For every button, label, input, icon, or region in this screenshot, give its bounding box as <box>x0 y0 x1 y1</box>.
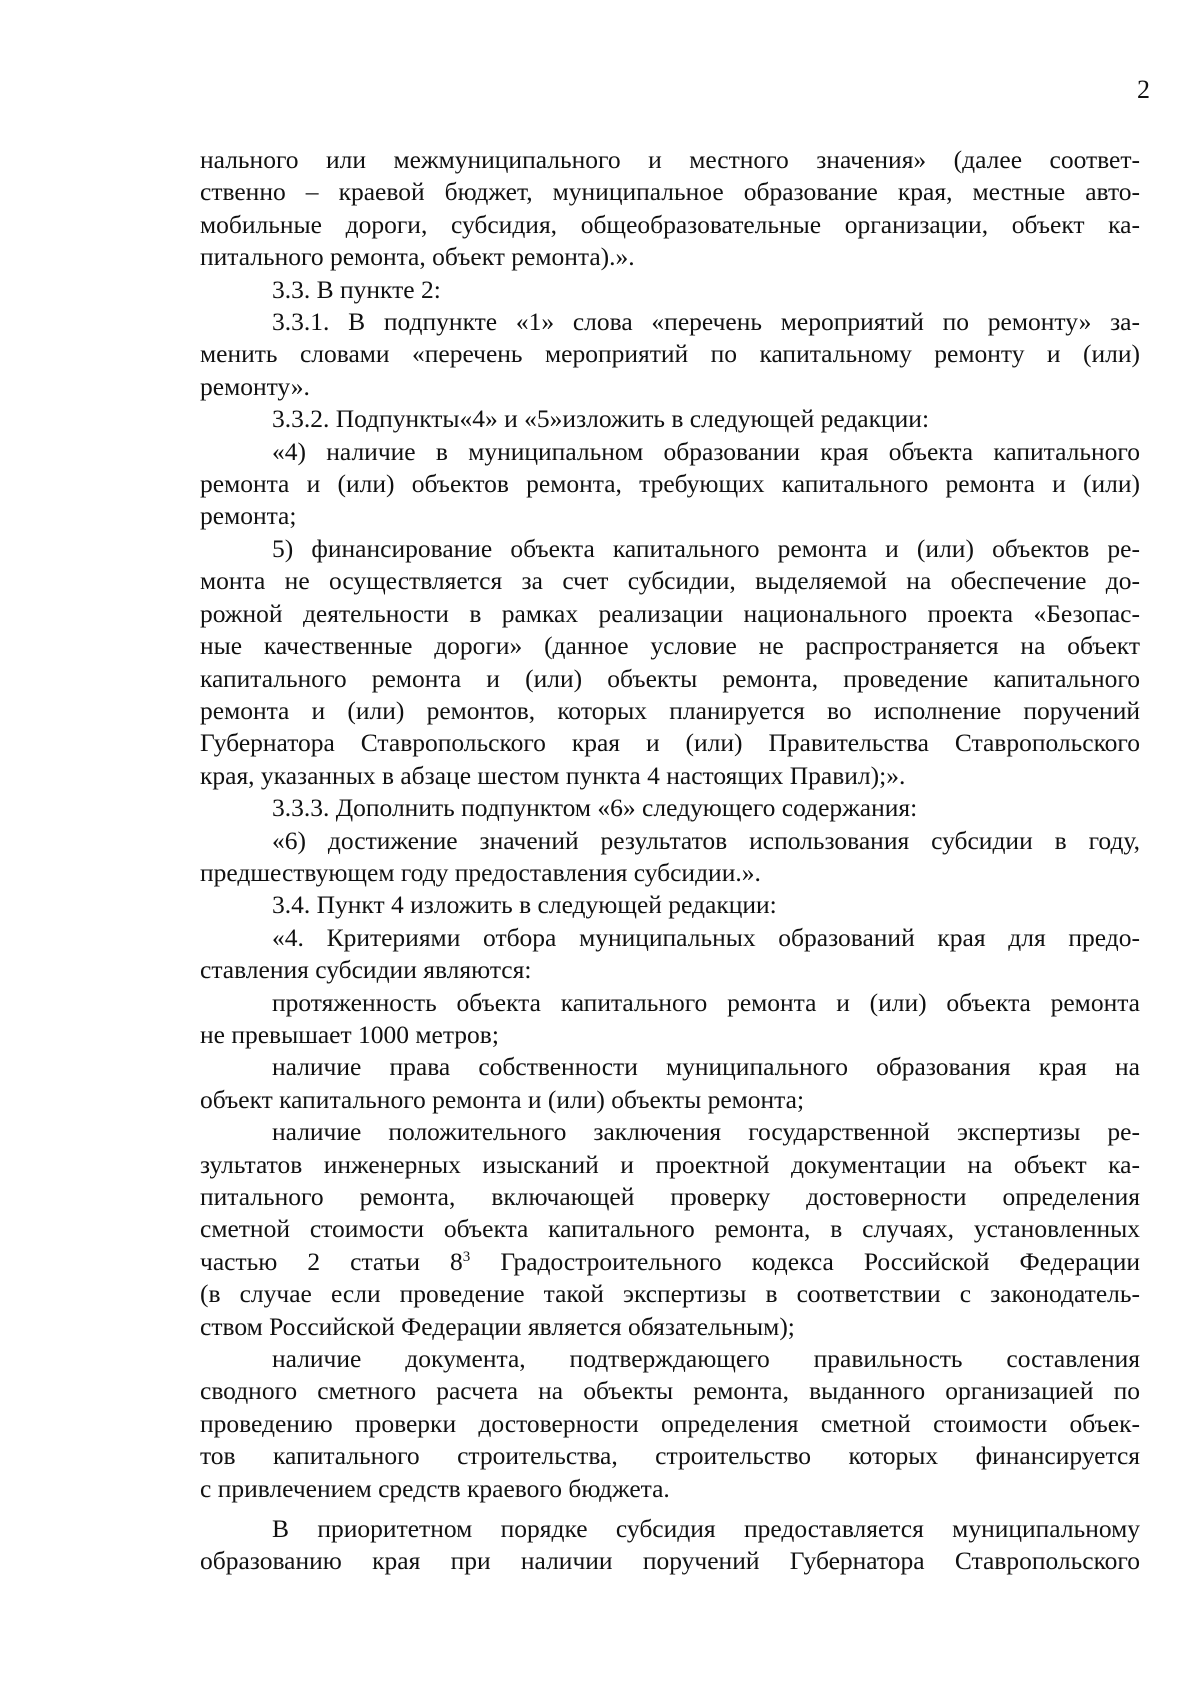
page-number: 2 <box>1137 75 1150 104</box>
text-line: ремонта; <box>200 501 297 531</box>
text-line: ставления субсидии являются: <box>200 955 532 985</box>
text-line: мобильные дороги, субсидия, общеобразовательные организации, объект ка- <box>200 209 1140 239</box>
superscript: 3 <box>462 1248 471 1265</box>
text-line: (в случае если проведение такой экспертизы в соответствии с законодатель- <box>200 1279 1140 1309</box>
text-line: наличие положительного заключения государственной экспертизы ре- <box>272 1117 1140 1147</box>
text-line: «4) наличие в муниципальном образовании края объекта капитального <box>272 436 1140 466</box>
text-line: капитального ремонта и (или) объекты ремонта, проведение капитального <box>200 663 1140 693</box>
paragraph <box>200 306 1140 403</box>
text-line: не превышает 1000 метров; <box>200 1019 499 1049</box>
text-line: предшествующем году предоставления субсидии.». <box>200 857 761 887</box>
text-line: «4. Критериями отбора муниципальных образований края для предо- <box>272 922 1140 952</box>
paragraph <box>200 922 1140 987</box>
text-line: зультатов инженерных изысканий и проектной документации на объект ка- <box>200 1149 1140 1179</box>
text-line: ством Российской Федерации является обязательным); <box>200 1311 795 1341</box>
text-line: проведению проверки достоверности определения сметной стоимости объек- <box>200 1408 1140 1438</box>
text-line: с привлечением средств краевого бюджета. <box>200 1473 670 1503</box>
text-line: наличие документа, подтверждающего правильность составления <box>272 1344 1140 1374</box>
text-line: 3.3.1. В подпункте «1» слова «перечень мероприятий по ремонту» за- <box>272 307 1140 337</box>
text-line: ремонту». <box>200 371 310 401</box>
text-line: образованию края при наличии поручений Губернатора Ставропольского <box>200 1546 1140 1576</box>
text-line: 5) финансирование объекта капитального ремонта и (или) объектов ре- <box>272 533 1140 563</box>
paragraph <box>200 1343 1140 1505</box>
document-body <box>200 144 1140 1578</box>
paragraph <box>200 1513 1140 1578</box>
paragraph <box>200 792 1140 824</box>
paragraph <box>200 987 1140 1052</box>
text-line: ремонта и (или) ремонтов, которых планируется во исполнение поручений <box>200 695 1140 725</box>
paragraph <box>200 274 1140 306</box>
paragraph <box>200 403 1140 435</box>
text-line: ственно – краевой бюджет, муниципальное образование края, местные авто- <box>200 177 1140 207</box>
text-line: сметной стоимости объекта капитального ремонта, в случаях, установленных <box>200 1214 1140 1244</box>
paragraph <box>200 533 1140 792</box>
text-line: 3.3. В пункте 2: <box>272 274 441 304</box>
text-fragment: частью 2 статьи 8 <box>200 1246 463 1276</box>
text-line: тов капитального строительства, строительство которых финансируется <box>200 1441 1140 1471</box>
text-fragment: Градостроительного кодекса Российской Федерации <box>470 1246 1140 1276</box>
paragraph <box>200 1116 1140 1343</box>
text-line: объект капитального ремонта и (или) объекты ремонта; <box>200 1084 805 1114</box>
paragraph <box>200 825 1140 890</box>
text-line: В приоритетном порядке субсидия предоставляется муниципальному <box>272 1514 1140 1544</box>
text-line: наличие права собственности муниципального образования края на <box>272 1052 1140 1082</box>
text-line: питального ремонта, включающей проверку достоверности определения <box>200 1182 1140 1211</box>
text-line: ремонта и (или) объектов ремонта, требующих капитального ремонта и (или) <box>200 469 1140 499</box>
text-line: 3.3.3. Дополнить подпунктом «6» следующего содержания: <box>272 793 918 823</box>
text-line <box>200 1246 1140 1278</box>
text-line: питального ремонта, объект ремонта).». <box>200 242 635 272</box>
paragraph <box>200 436 1140 533</box>
text-line: 3.4. Пункт 4 изложить в следующей редакции: <box>272 890 777 920</box>
text-line: края, указанных в абзаце шестом пункта 4 настоящих Правил);». <box>200 760 906 790</box>
paragraph <box>200 144 1140 274</box>
text-line: 3.3.2. Подпункты«4» и «5»изложить в следующей редакции: <box>272 404 930 434</box>
text-line: ные качественные дороги» (данное условие не распространяется на объект <box>200 631 1140 661</box>
text-line: сводного сметного расчета на объекты ремонта, выданного организацией по <box>200 1376 1140 1406</box>
paragraph <box>200 889 1140 921</box>
text-line: нального или межмуниципального и местного значения» (далее соответ- <box>200 145 1140 174</box>
text-line: монта не осуществляется за счет субсидии, выделяемой на обеспечение до- <box>200 566 1140 596</box>
text-line: протяженность объекта капитального ремонта и (или) объекта ремонта <box>272 987 1140 1017</box>
text-line: «6) достижение значений результатов использования субсидии в году, <box>272 825 1140 855</box>
paragraph <box>200 1051 1140 1116</box>
text-line: Губернатора Ставропольского края и (или) Правительства Ставропольского <box>200 728 1140 758</box>
text-line: рожной деятельности в рамках реализации национального проекта «Безопас- <box>200 598 1140 628</box>
text-line: менить словами «перечень мероприятий по капитальному ремонту и (или) <box>200 339 1140 369</box>
